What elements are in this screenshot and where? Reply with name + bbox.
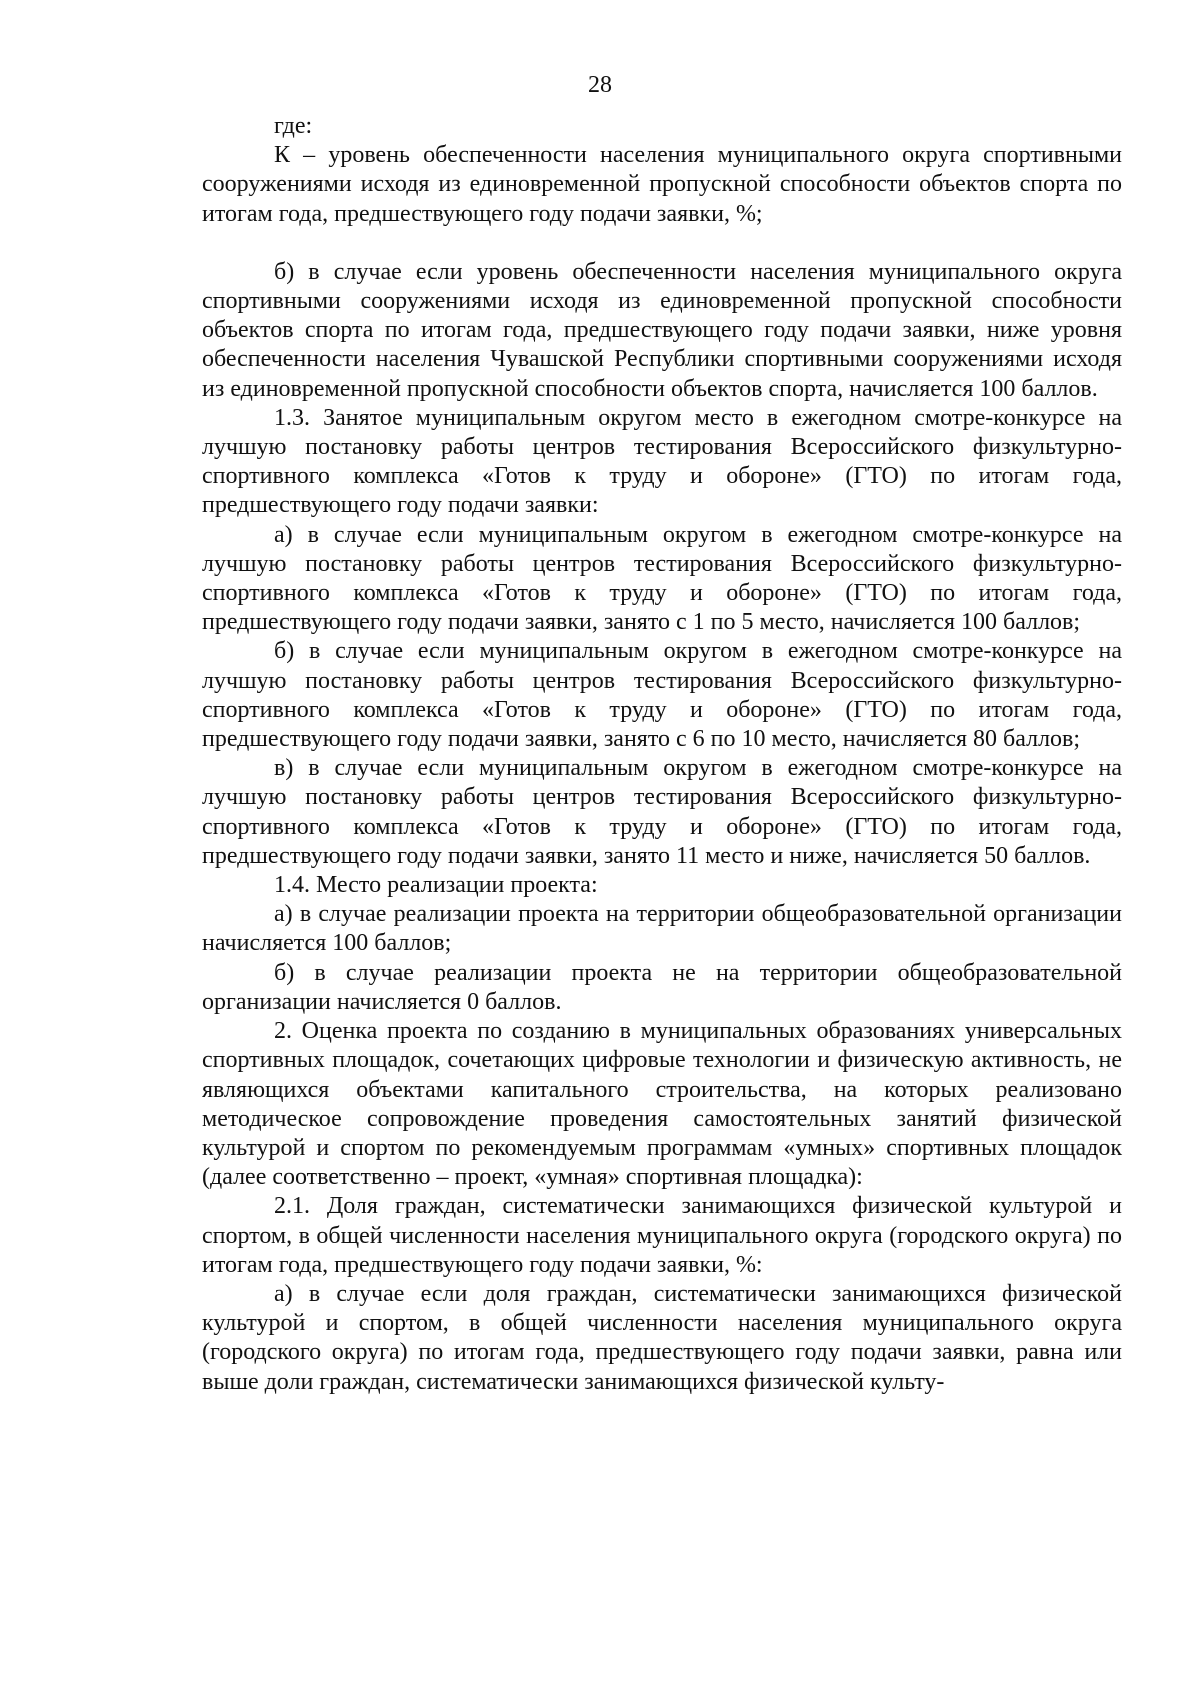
paragraph-2-1-a: а) в случае если доля граждан, систематически занимающихся физической культурой и спортом, в общей численности населения муниципального округа (городского округа) по итогам года, предшествующего году подачи заявки, равна или выше доли граждан, систематически занимающихся физической культу-	[202, 1280, 1122, 1395]
paragraph-2: 2. Оценка проекта по созданию в муниципальных образованиях универсальных спортивных площадок, сочетающих цифровые технологии и физическую активность, не являющихся объектами капитального строительства, на которых реализовано методическое сопровождение проведения самостоятельных занятий физической культурой и спортом по рекомендуемым программам «умных» спортивных площадок (далее соответственно – проект, «умная» спортивная площадка):	[202, 1018, 1122, 1191]
paragraph-1-3-b: б) в случае если муниципальным округом в ежегодном смотре-конкурсе на лучшую постановку работы центров тестирования Всероссийского физкультурно-спортивного комплекса «Готов к труду и обороне» (ГТО) по итогам года, предшествующего году подачи заявки, занято с 6 по 10 место, начисляется 80 баллов;	[202, 638, 1122, 753]
paragraph-1-4-a: а) в случае реализации проекта на территории общеобразовательной организации начисляется 100 баллов;	[202, 901, 1122, 957]
paragraph-1-4: 1.4. Место реализации проекта:	[274, 872, 598, 899]
paragraph-1-3-a: а) в случае если муниципальным округом в ежегодном смотре-конкурсе на лучшую постановку работы центров тестирования Всероссийского физкультурно-спортивного комплекса «Готов к труду и обороне» (ГТО) по итогам года, предшествующего году подачи заявки, занято с 1 по 5 место, начисляется 100 баллов;	[202, 521, 1122, 636]
paragraph-1-3-v: в) в случае если муниципальным округом в ежегодном смотре-конкурсе на лучшую постановку работы центров тестирования Всероссийского физкультурно-спортивного комплекса «Готов к труду и обороне» (ГТО) по итогам года, предшествующего году подачи заявки, занято 11 место и ниже, начисляется 50 баллов.	[202, 755, 1122, 869]
paragraph-1-2-b: б) в случае если уровень обеспеченности населения муниципального округа спортивными сооружениями исходя из единовременной пропускной способности объектов спорта по итогам года, предшествующего году подачи заявки, ниже уровня обеспеченности населения Чувашской Республики спортивными сооружениями исходя из единовременной пропускной способности объектов спорта, начисляется 100 баллов.	[202, 258, 1122, 402]
document-body	[202, 112, 1122, 1397]
paragraph-k-definition: К – уровень обеспеченности населения муниципального округа спортивными сооружениями исходя из единовременной пропускной способности объектов спорта по итогам года, предшествующего году подачи заявки, %;	[202, 142, 1122, 227]
page-number: 28	[588, 72, 612, 98]
paragraph-2-1: 2.1. Доля граждан, систематически занимающихся физической культурой и спортом, в общей численности населения муниципального округа (городского округа) по итогам года, предшествующего году подачи заявки, %:	[202, 1193, 1122, 1278]
paragraph-1-3: 1.3. Занятое муниципальным округом место в ежегодном смотре-конкурсе на лучшую постановку работы центров тестирования Всероссийского физкультурно-спортивного комплекса «Готов к труду и обороне» (ГТО) по итогам года, предшествующего году подачи заявки:	[202, 404, 1122, 519]
paragraph-where: где:	[274, 113, 313, 139]
paragraph-1-4-b: б) в случае реализации проекта не на территории общеобразовательной организации начисляется 0 баллов.	[202, 959, 1122, 1015]
